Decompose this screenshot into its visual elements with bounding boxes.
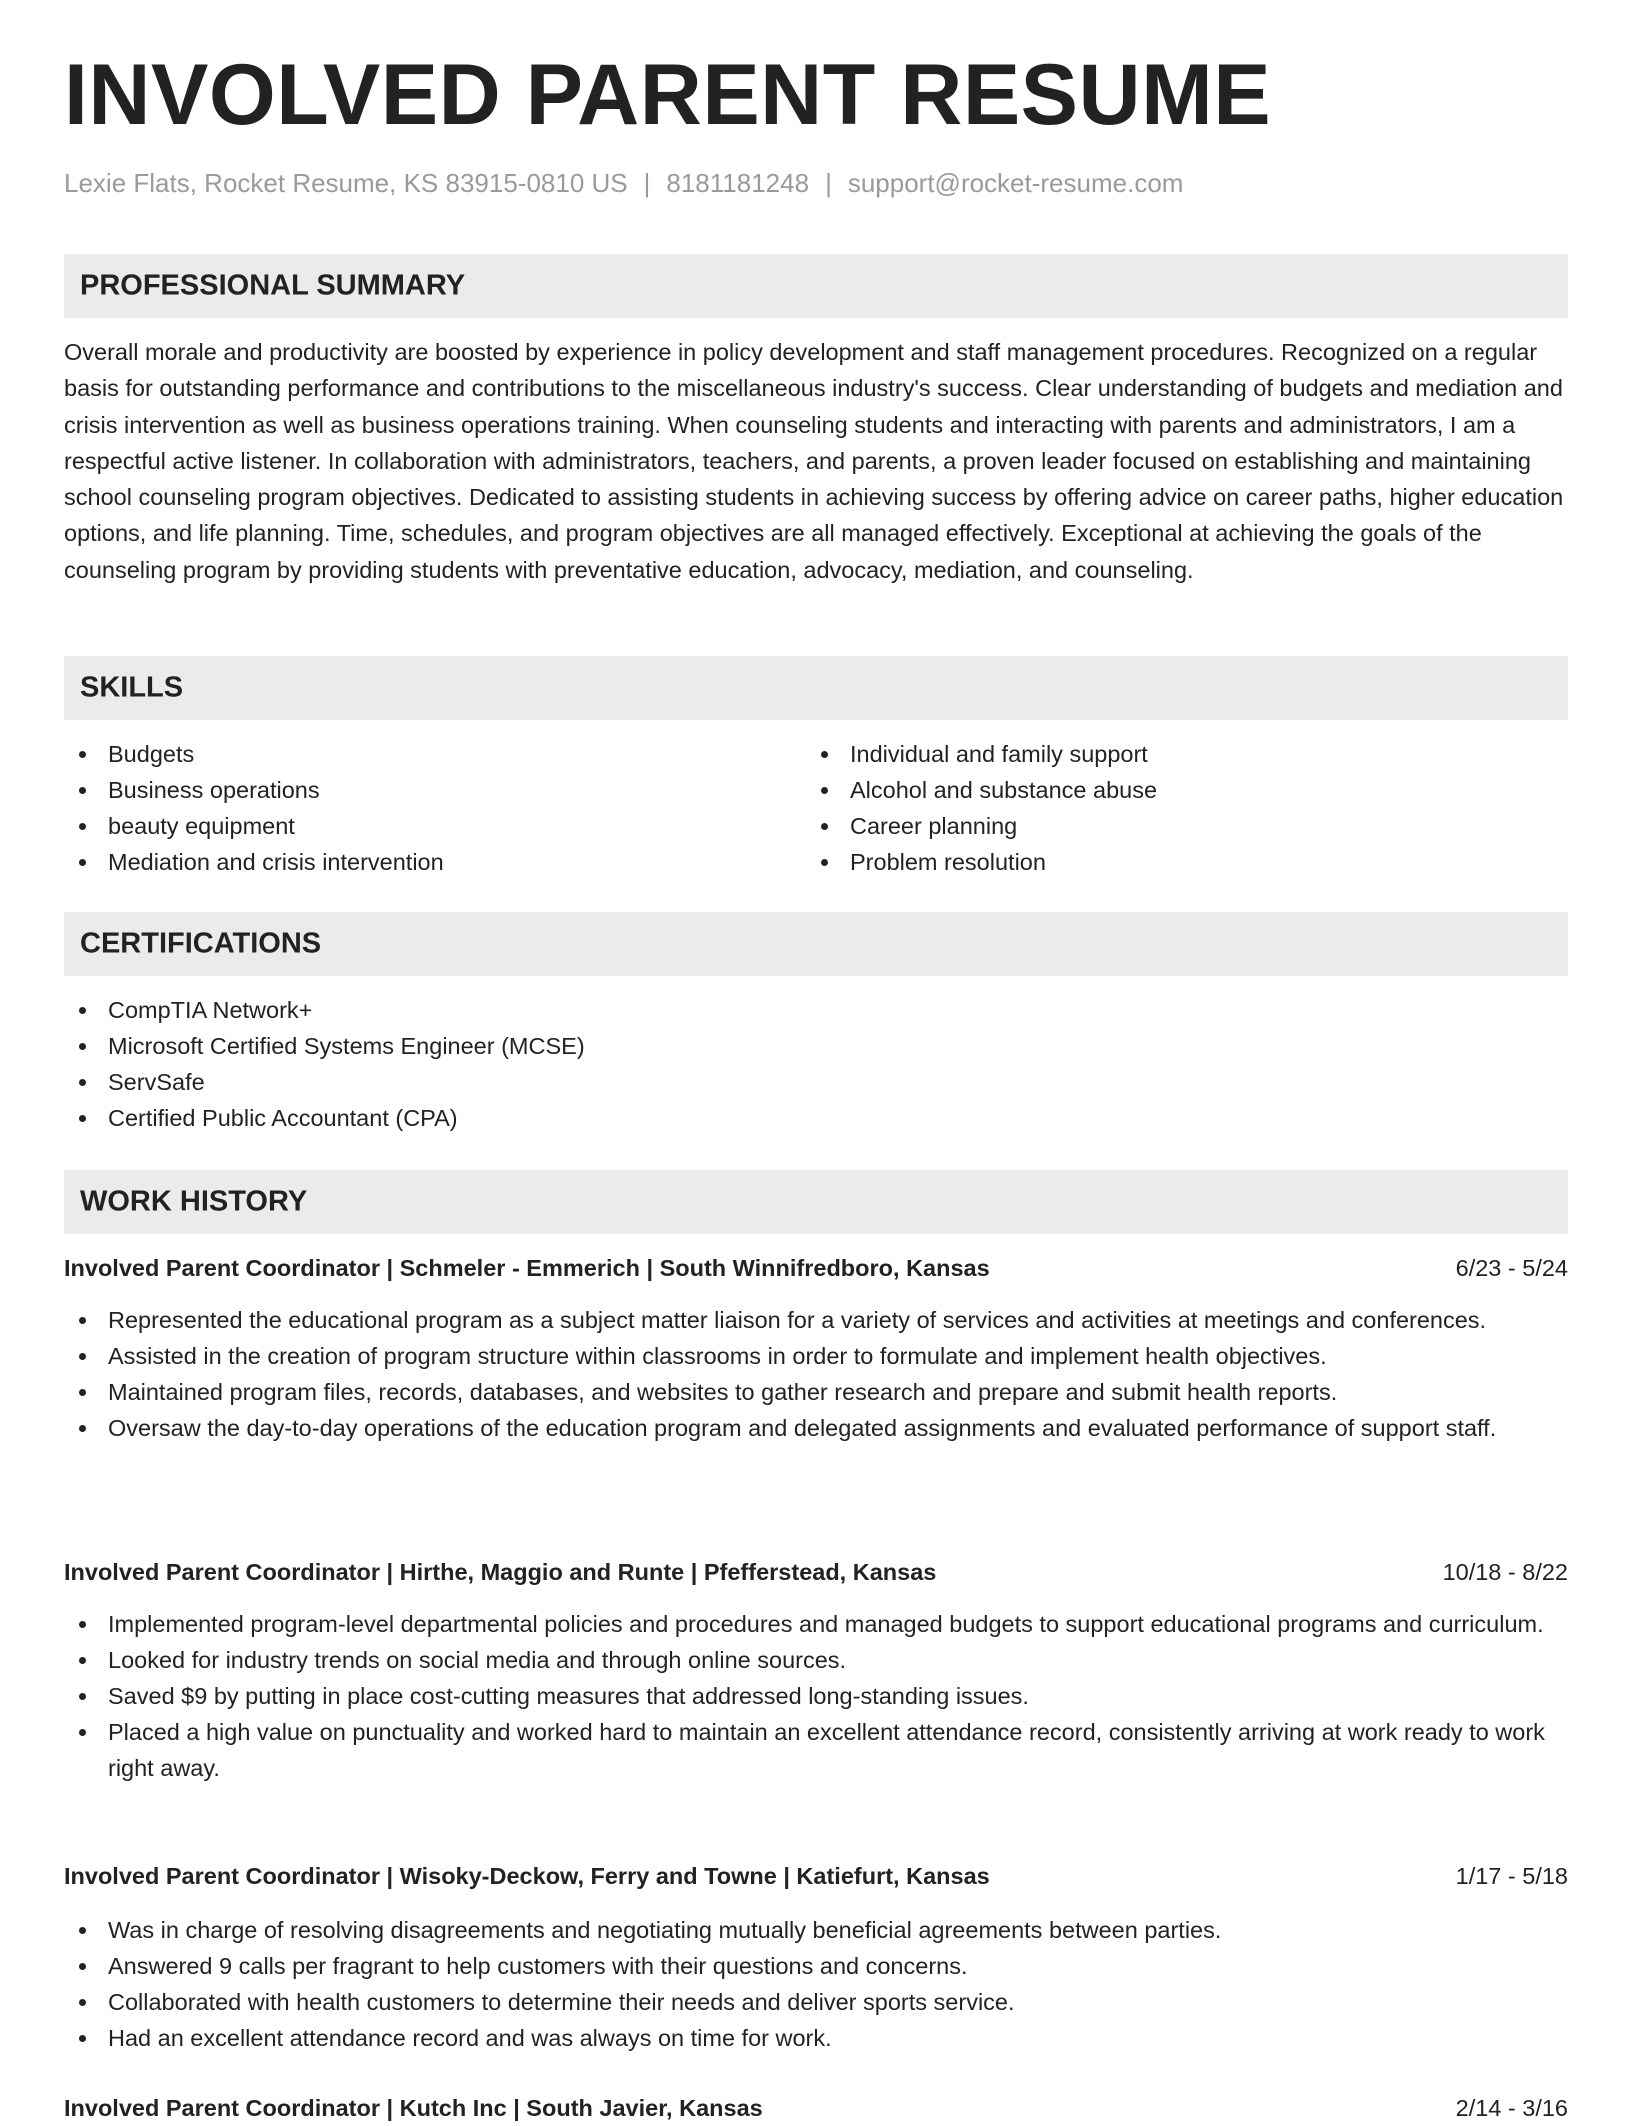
job-bullet: Answered 9 calls per fragrant to help customers with their questions and concerns. xyxy=(64,1948,1568,1984)
contact-separator: | xyxy=(643,168,651,198)
job-bullet: Placed a high value on punctuality and worked hard to maintain an excellent attendance record, consistently arriving at work ready to work right away. xyxy=(64,1714,1568,1786)
skill-item: Mediation and crisis intervention xyxy=(64,844,804,880)
job-bullet: Implemented program-level departmental policies and procedures and managed budgets to support educational programs and curriculum. xyxy=(64,1606,1568,1642)
job-title: Involved Parent Coordinator | Wisoky-Deckow, Ferry and Towne | Katiefurt, Kansas xyxy=(64,1863,990,1889)
job-bullets xyxy=(64,1606,1568,1786)
skill-item: Problem resolution xyxy=(806,844,1566,880)
job-dates: 2/14 - 3/16 xyxy=(1455,2095,1568,2121)
skills-heading: SKILLS xyxy=(80,671,184,704)
job-bullet: Represented the educational program as a subject matter liaison for a variety of services and activities at meetings and conferences. xyxy=(64,1302,1568,1338)
job-header xyxy=(64,2090,1568,2126)
certification-item: CompTIA Network+ xyxy=(64,992,1568,1028)
job-bullet: Collaborated with health customers to determine their needs and deliver sports service. xyxy=(64,1984,1568,2020)
contact-line xyxy=(64,168,1183,199)
work-history-section-header xyxy=(64,1170,1568,1234)
job-bullet: Was in charge of resolving disagreements and negotiating mutually beneficial agreements between parties. xyxy=(64,1912,1568,1948)
summary-text: Overall morale and productivity are boosted by experience in policy development and staff management procedures. Recognized on a regular basis for outstanding performance and contributions to the miscellaneous industry's success. Clear understanding of budgets and mediation and crisis intervention as well as business operations training. When counseling students and interacting with parents and administrators, I am a respectful active listener. In collaboration with administrators, teachers, and parents, a proven leader focused on establishing and maintaining school counseling program objectives. Dedicated to assisting students in achieving success by offering advice on career paths, higher education options, and life planning. Time, schedules, and program objectives are all managed effectively. Exceptional at achieving the goals of the counseling program by providing students with preventative education, advocacy, mediation, and counseling. xyxy=(64,339,1564,583)
contact-separator: | xyxy=(825,168,832,198)
job-bullet: Assisted in the creation of program structure within classrooms in order to formulate and implement health objectives. xyxy=(64,1338,1568,1374)
job-header xyxy=(64,1858,1568,1894)
contact-phone: 8181181248 xyxy=(666,168,810,198)
certification-item: Certified Public Accountant (CPA) xyxy=(64,1100,1568,1136)
job-bullets xyxy=(64,1302,1568,1446)
skills-list-left xyxy=(64,736,804,880)
job-bullet: Saved $9 by putting in place cost-cutting measures that addressed long-standing issues. xyxy=(64,1678,1568,1714)
certifications-section-header xyxy=(64,912,1568,976)
job-bullet: Oversaw the day-to-day operations of the education program and delegated assignments and evaluated performance of support staff. xyxy=(64,1410,1568,1446)
job-header xyxy=(64,1250,1568,1286)
job-dates: 1/17 - 5/18 xyxy=(1455,1863,1568,1889)
contact-email: support@rocket-resume.com xyxy=(847,168,1184,198)
skill-item: Budgets xyxy=(64,736,804,772)
job-bullet: Maintained program files, records, databases, and websites to gather research and prepare and submit health reports. xyxy=(64,1374,1568,1410)
skill-item: Individual and family support xyxy=(806,736,1566,772)
skills-section-header xyxy=(64,656,1568,720)
job-dates: 10/18 - 8/22 xyxy=(1442,1559,1568,1585)
job-title: Involved Parent Coordinator | Hirthe, Maggio and Runte | Pfefferstead, Kansas xyxy=(64,1559,937,1585)
work-history-heading: WORK HISTORY xyxy=(80,1185,308,1218)
summary-section-header xyxy=(64,254,1568,318)
summary-heading: PROFESSIONAL SUMMARY xyxy=(80,269,466,302)
job-header xyxy=(64,1554,1568,1590)
certification-item: Microsoft Certified Systems Engineer (MCSE) xyxy=(64,1028,1568,1064)
job-bullet: Had an excellent attendance record and was always on time for work. xyxy=(64,2020,1568,2056)
skill-item: Alcohol and substance abuse xyxy=(806,772,1566,808)
job-bullets xyxy=(64,1912,1568,2056)
resume-title: INVOLVED PARENT RESUME xyxy=(64,47,1272,143)
certifications-heading: CERTIFICATIONS xyxy=(80,927,322,960)
skill-item: Business operations xyxy=(64,772,804,808)
job-dates: 6/23 - 5/24 xyxy=(1455,1255,1568,1281)
contact-address: Lexie Flats, Rocket Resume, KS 83915-0810 US xyxy=(64,168,628,198)
skills-list-right xyxy=(806,736,1566,880)
certification-item: ServSafe xyxy=(64,1064,1568,1100)
certifications-list xyxy=(64,992,1568,1136)
job-bullet: Looked for industry trends on social media and through online sources. xyxy=(64,1642,1568,1678)
skill-item: beauty equipment xyxy=(64,808,804,844)
skill-item: Career planning xyxy=(806,808,1566,844)
job-title: Involved Parent Coordinator | Kutch Inc | South Javier, Kansas xyxy=(64,2095,763,2121)
job-title: Involved Parent Coordinator | Schmeler - Emmerich | South Winnifredboro, Kansas xyxy=(64,1255,990,1281)
